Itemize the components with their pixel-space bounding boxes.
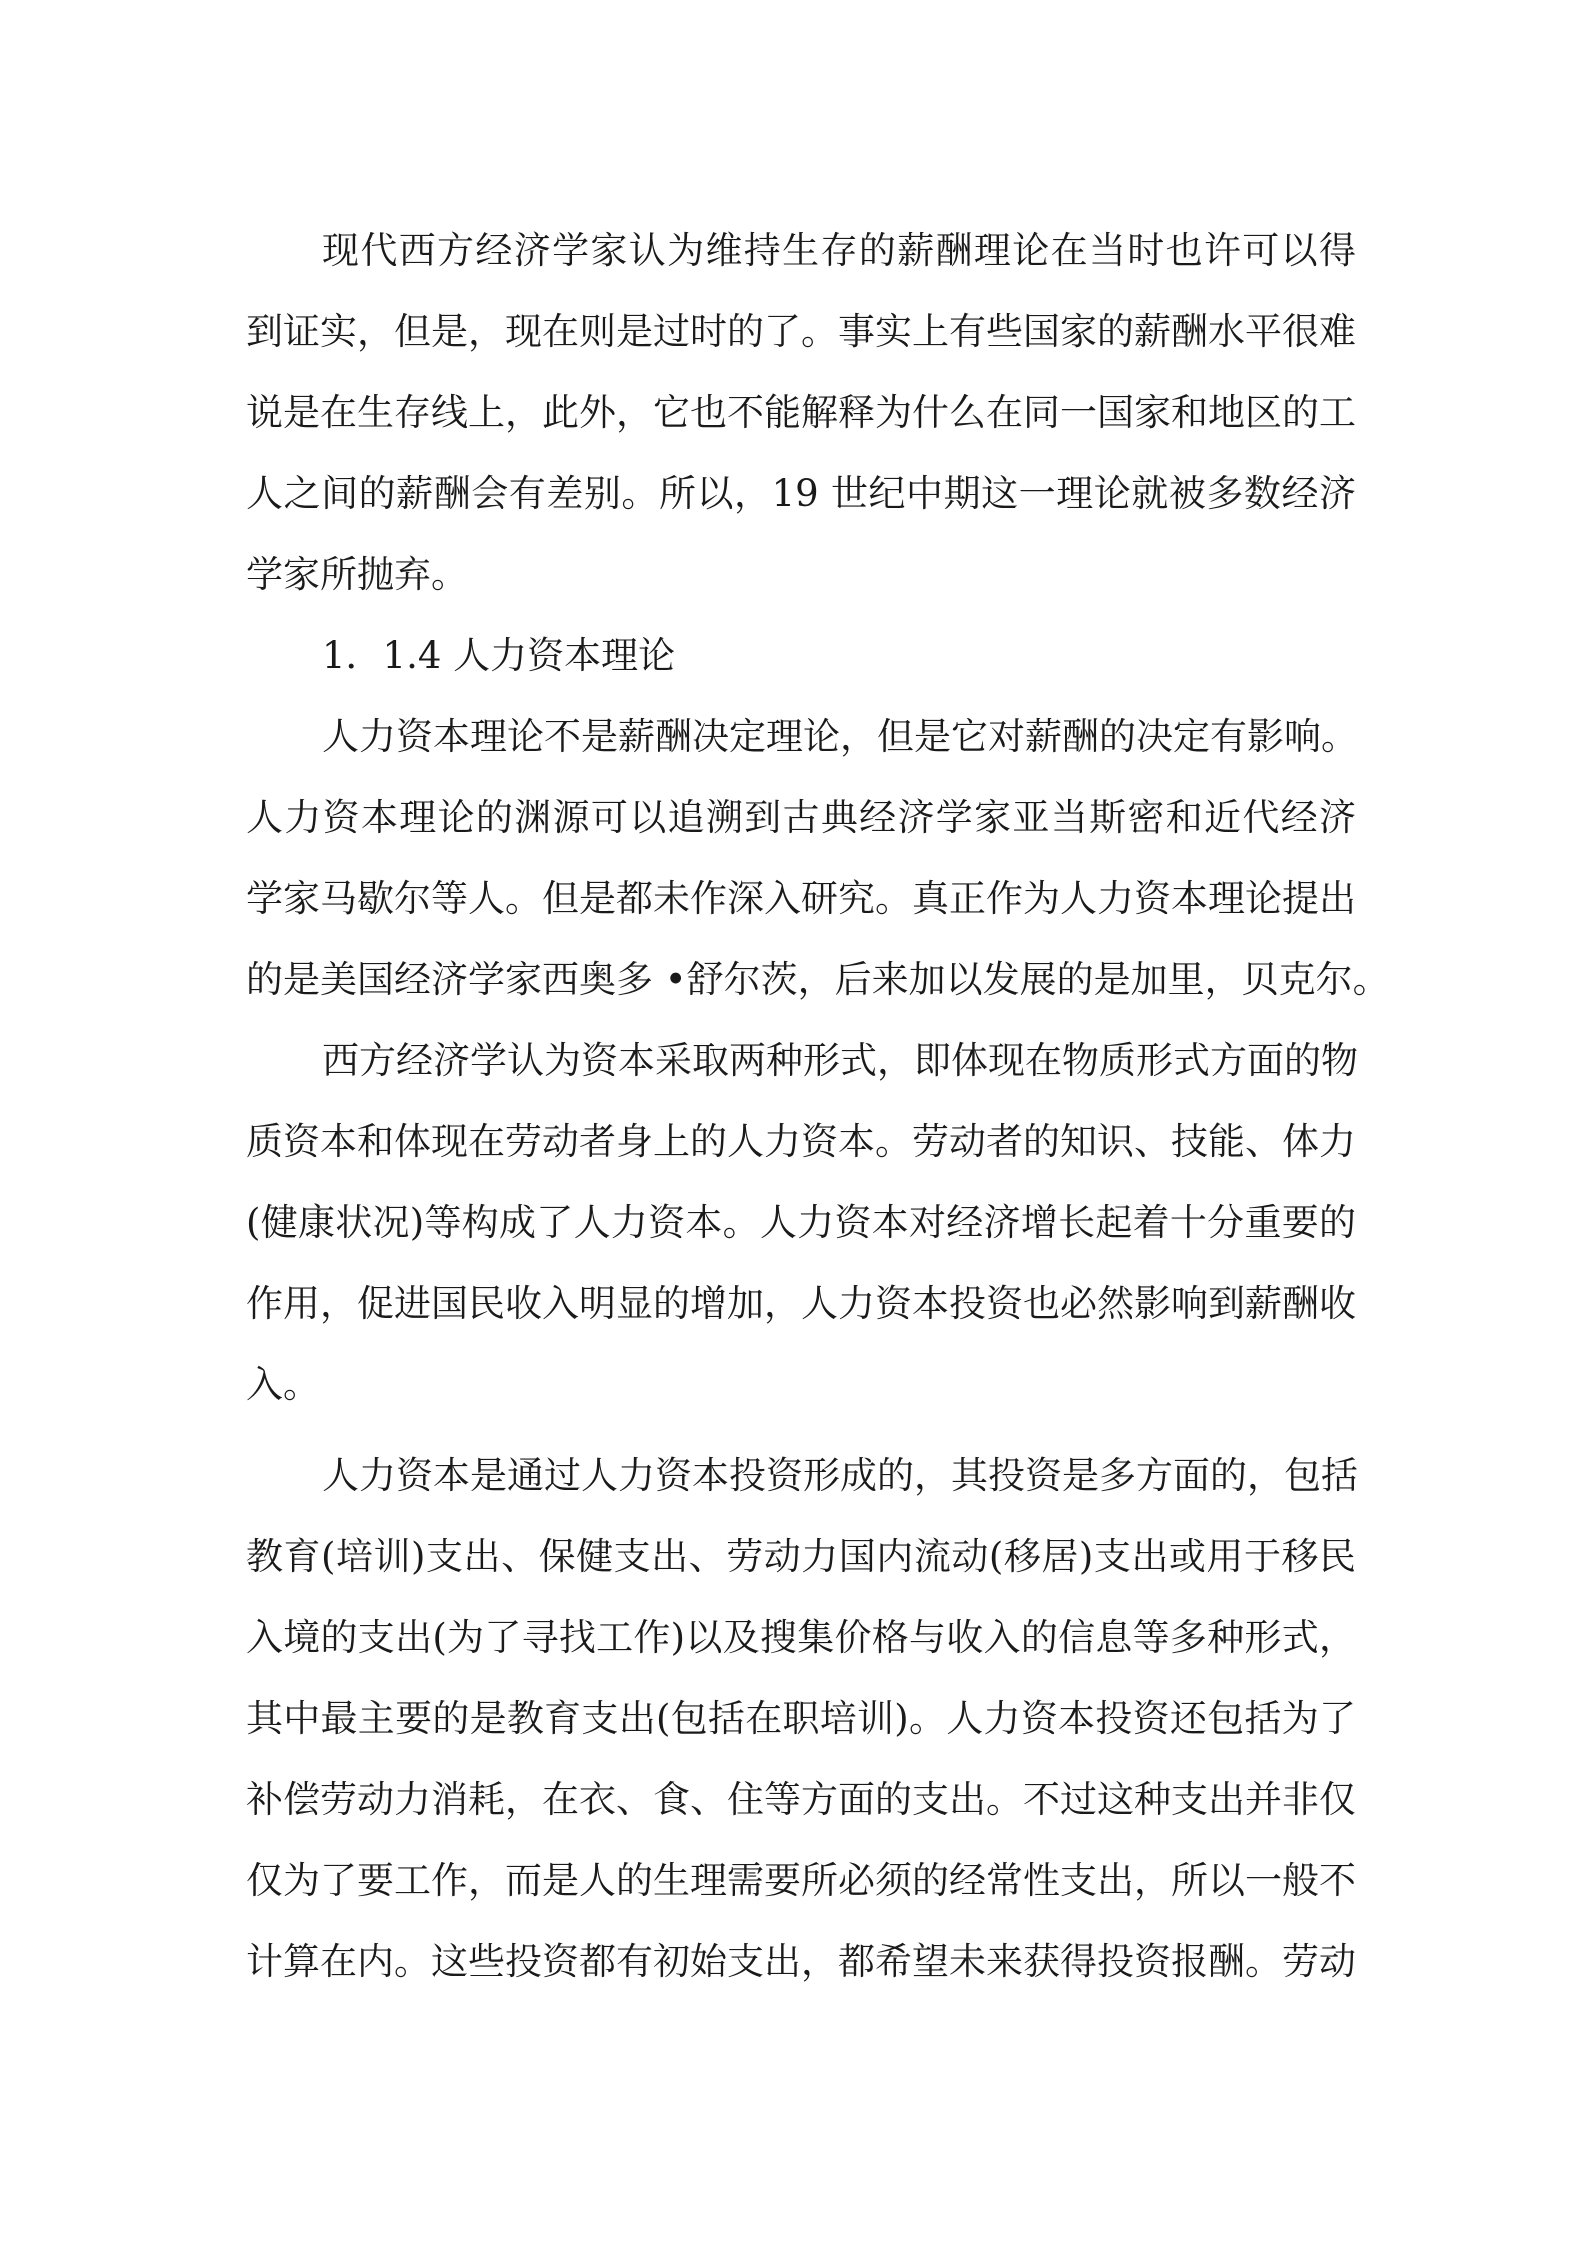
paragraph-line: 其中最主要的是教育支出(包括在职培训)。人力资本投资还包括为了 [246,1697,1356,1740]
paragraph-3 [246,1020,1356,1425]
paragraph-line: 质资本和体现在劳动者身上的人力资本。劳动者的知识、技能、体力 [246,1120,1356,1163]
paragraph-line: 人力资本理论的渊源可以追溯到古典经济学家亚当斯密和近代经济 [246,796,1356,839]
paragraph-4 [246,1435,1356,2002]
paragraph-line: 入境的支出(为了寻找工作)以及搜集价格与收入的信息等多种形式， [246,1616,1356,1659]
paragraph-line: 仅为了要工作，而是人的生理需要所必须的经常性支出，所以一般不 [246,1859,1356,1902]
paragraph-line: 人力资本理论不是薪酬决定理论，但是它对薪酬的决定有影响。 [322,715,1358,758]
paragraph-line: 学家所抛弃。 [246,553,468,596]
paragraph-spacer [246,1425,1356,1435]
document-body [246,210,1390,2002]
paragraph-line: (健康状况)等构成了人力资本。人力资本对经济增长起着十分重要的 [246,1201,1356,1244]
paragraph-line: 说是在生存线上，此外，它也不能解释为什么在同一国家和地区的工 [246,391,1356,434]
paragraph-1 [246,210,1356,615]
paragraph-line: 人力资本是通过人力资本投资形成的，其投资是多方面的，包括 [322,1454,1358,1497]
paragraph-line: 学家马歇尔等人。但是都未作深入研究。真正作为人力资本理论提出 [246,877,1356,920]
paragraph-line: 到证实，但是，现在则是过时的了。事实上有些国家的薪酬水平很难 [246,310,1356,353]
section-heading-text: 1．1.4 人力资本理论 [322,634,676,677]
paragraph-line: 计算在内。这些投资都有初始支出，都希望未来获得投资报酬。劳动 [246,1940,1356,1983]
paragraph-line: 人之间的薪酬会有差别。所以，19 世纪中期这一理论就被多数经济 [246,472,1356,515]
paragraph-line: 补偿劳动力消耗，在衣、食、住等方面的支出。不过这种支出并非仅 [246,1778,1356,1821]
paragraph-line: 入。 [246,1363,320,1406]
section-heading [246,615,1356,696]
paragraph-line: 的是美国经济学家西奥多 •舒尔茨，后来加以发展的是加里，贝克尔。 [246,958,1390,1001]
paragraph-line: 教育(培训)支出、保健支出、劳动力国内流动(移居)支出或用于移民 [246,1535,1356,1578]
paragraph-line: 作用，促进国民收入明显的增加，人力资本投资也必然影响到薪酬收 [246,1282,1356,1325]
paragraph-line: 现代西方经济学家认为维持生存的薪酬理论在当时也许可以得 [322,229,1356,272]
paragraph-line: 西方经济学认为资本采取两种形式，即体现在物质形式方面的物 [322,1039,1358,1082]
paragraph-2 [246,696,1390,1020]
